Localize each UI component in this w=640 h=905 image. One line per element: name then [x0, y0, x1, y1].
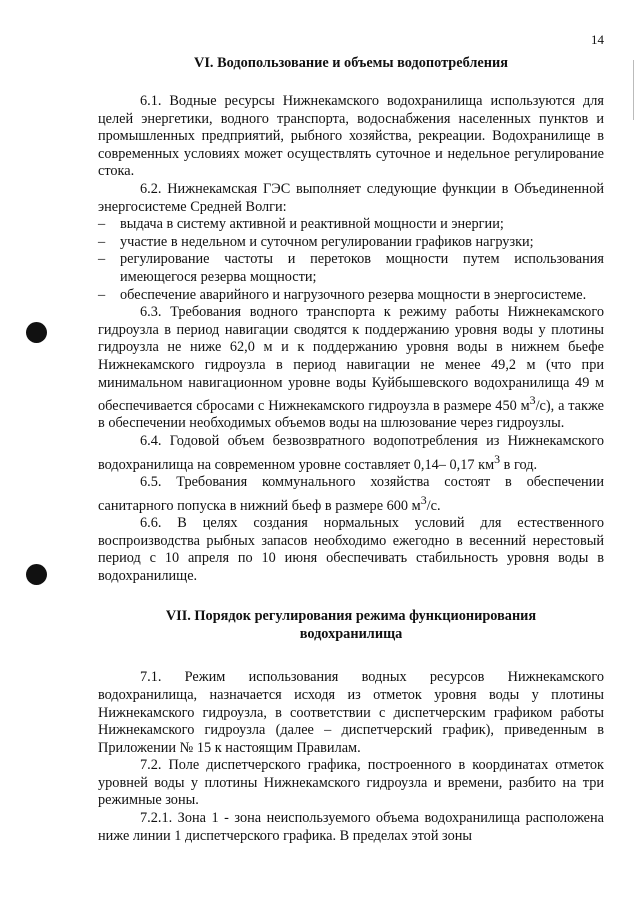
paragraph-7-1: 7.1. Режим использования водных ресурсов Нижнекамского водохранилища, назначается исходя из отметок уровня воды у плотины Нижнекамского гидроузла, в соответствии с диспетчерским графиком работы Нижнекамского гидроузла (далее – диспетчерский график), приведенным в Приложении № 15 к настоящим Правилам.	[98, 669, 604, 756]
dash-bullet: –	[98, 233, 106, 250]
list-item-text: обеспечение аварийного и нагрузочного резерва мощности в энергосистеме.	[120, 286, 587, 303]
list-item	[98, 287, 604, 305]
page-number: 14	[591, 32, 604, 47]
paragraph-6-4	[98, 433, 604, 474]
superscript: 3	[529, 393, 536, 408]
functions-list	[98, 216, 604, 304]
list-item-text: участие в недельном и суточном регулировании графиков нагрузки;	[120, 233, 534, 250]
dash-bullet: –	[98, 216, 106, 233]
paragraph-6-3-text-end: /с), а также в обеспечении необходимых объемов воды на шлюзование через гидроузлы.	[98, 397, 604, 432]
paragraph-6-5-text-end: /с.	[426, 497, 441, 514]
section-7-title-line-2: водохранилища	[299, 626, 403, 643]
paragraph-6-4-text-end: в год.	[500, 456, 538, 473]
section-7-title	[98, 607, 604, 643]
punch-hole-mark	[26, 564, 47, 585]
paragraph-7-2-1: 7.2.1. Зона 1 - зона неиспользуемого объема водохранилища расположена ниже линии 1 диспетчерского графика. В пределах этой зоны	[98, 810, 604, 844]
superscript: 3	[420, 492, 427, 507]
paragraph-7-2: 7.2. Поле диспетчерского графика, построенного в координатах отметок уровней воды у плотины Нижнекамского гидроузла и времени, разбито на три режимные зоны.	[98, 757, 604, 809]
paragraph-6-3-text: 6.3. Требования водного транспорта к режиму работы Нижнекамского гидроузла в период навигации сводятся к поддержанию уровня воды у плотины гидроузла не ниже 62,0 м и к поддержанию уровня воды в нижнем бьефе Нижнекамского гидроузла в период навигации не менее 49,2 м (что при минимальном навигационном уровне воды Куйбышевского водохранилища 49 м обеспечивается сбросами с Нижнекамского гидроузла в размере 450 м	[98, 304, 604, 414]
list-item	[98, 251, 604, 286]
punch-hole-mark	[26, 322, 47, 343]
paragraph-6-1: 6.1. Водные ресурсы Нижнекамского водохранилища используются для целей энергетики, водного транспорта, водоснабжения населенных пунктов и промышленных предприятий, рыбного хозяйства, рекреации. Водохранилище в современных условиях может осуществлять суточное и недельное регулирование стока.	[98, 93, 604, 180]
document-body	[98, 52, 604, 845]
paragraph-6-3	[98, 304, 604, 433]
paragraph-6-2: 6.2. Нижнекамская ГЭС выполняет следующие функции в Объединенной энергосистеме Средней Волги:	[98, 180, 604, 215]
paragraph-6-5	[98, 474, 604, 515]
section-6-title: VI. Водопользование и объемы водопотребления	[194, 55, 508, 71]
paragraph-6-6: 6.6. В целях создания нормальных условий для естественного воспроизводства рыбных запасов необходимо ежегодно в весенний нерестовый период с 10 апреля по 10 июня обеспечивать стабильность уровня воды в водохранилище.	[98, 514, 604, 584]
section-7-title-line-1: VII. Порядок регулирования режима функционирования	[165, 608, 537, 625]
scan-edge-mark	[633, 60, 634, 120]
dash-bullet: –	[98, 286, 106, 303]
list-item	[98, 216, 604, 234]
superscript: 3	[494, 451, 501, 466]
list-item-text: регулирование частоты и перетоков мощности путем использования имеющегося резерва мощности;	[120, 251, 604, 285]
paragraph-6-4-text: 6.4. Годовой объем безвозвратного водопотребления из Нижнекамского водохранилища на современном уровне составляет 0,14– 0,17 км	[98, 433, 604, 473]
dash-bullet: –	[98, 251, 106, 268]
list-item-text: выдача в систему активной и реактивной мощности и энергии;	[120, 216, 504, 233]
paragraph-6-5-text: 6.5. Требования коммунального хозяйства состоят в обеспечении санитарного попуска в нижний бьеф в размере 600 м	[98, 474, 604, 514]
list-item	[98, 234, 604, 252]
